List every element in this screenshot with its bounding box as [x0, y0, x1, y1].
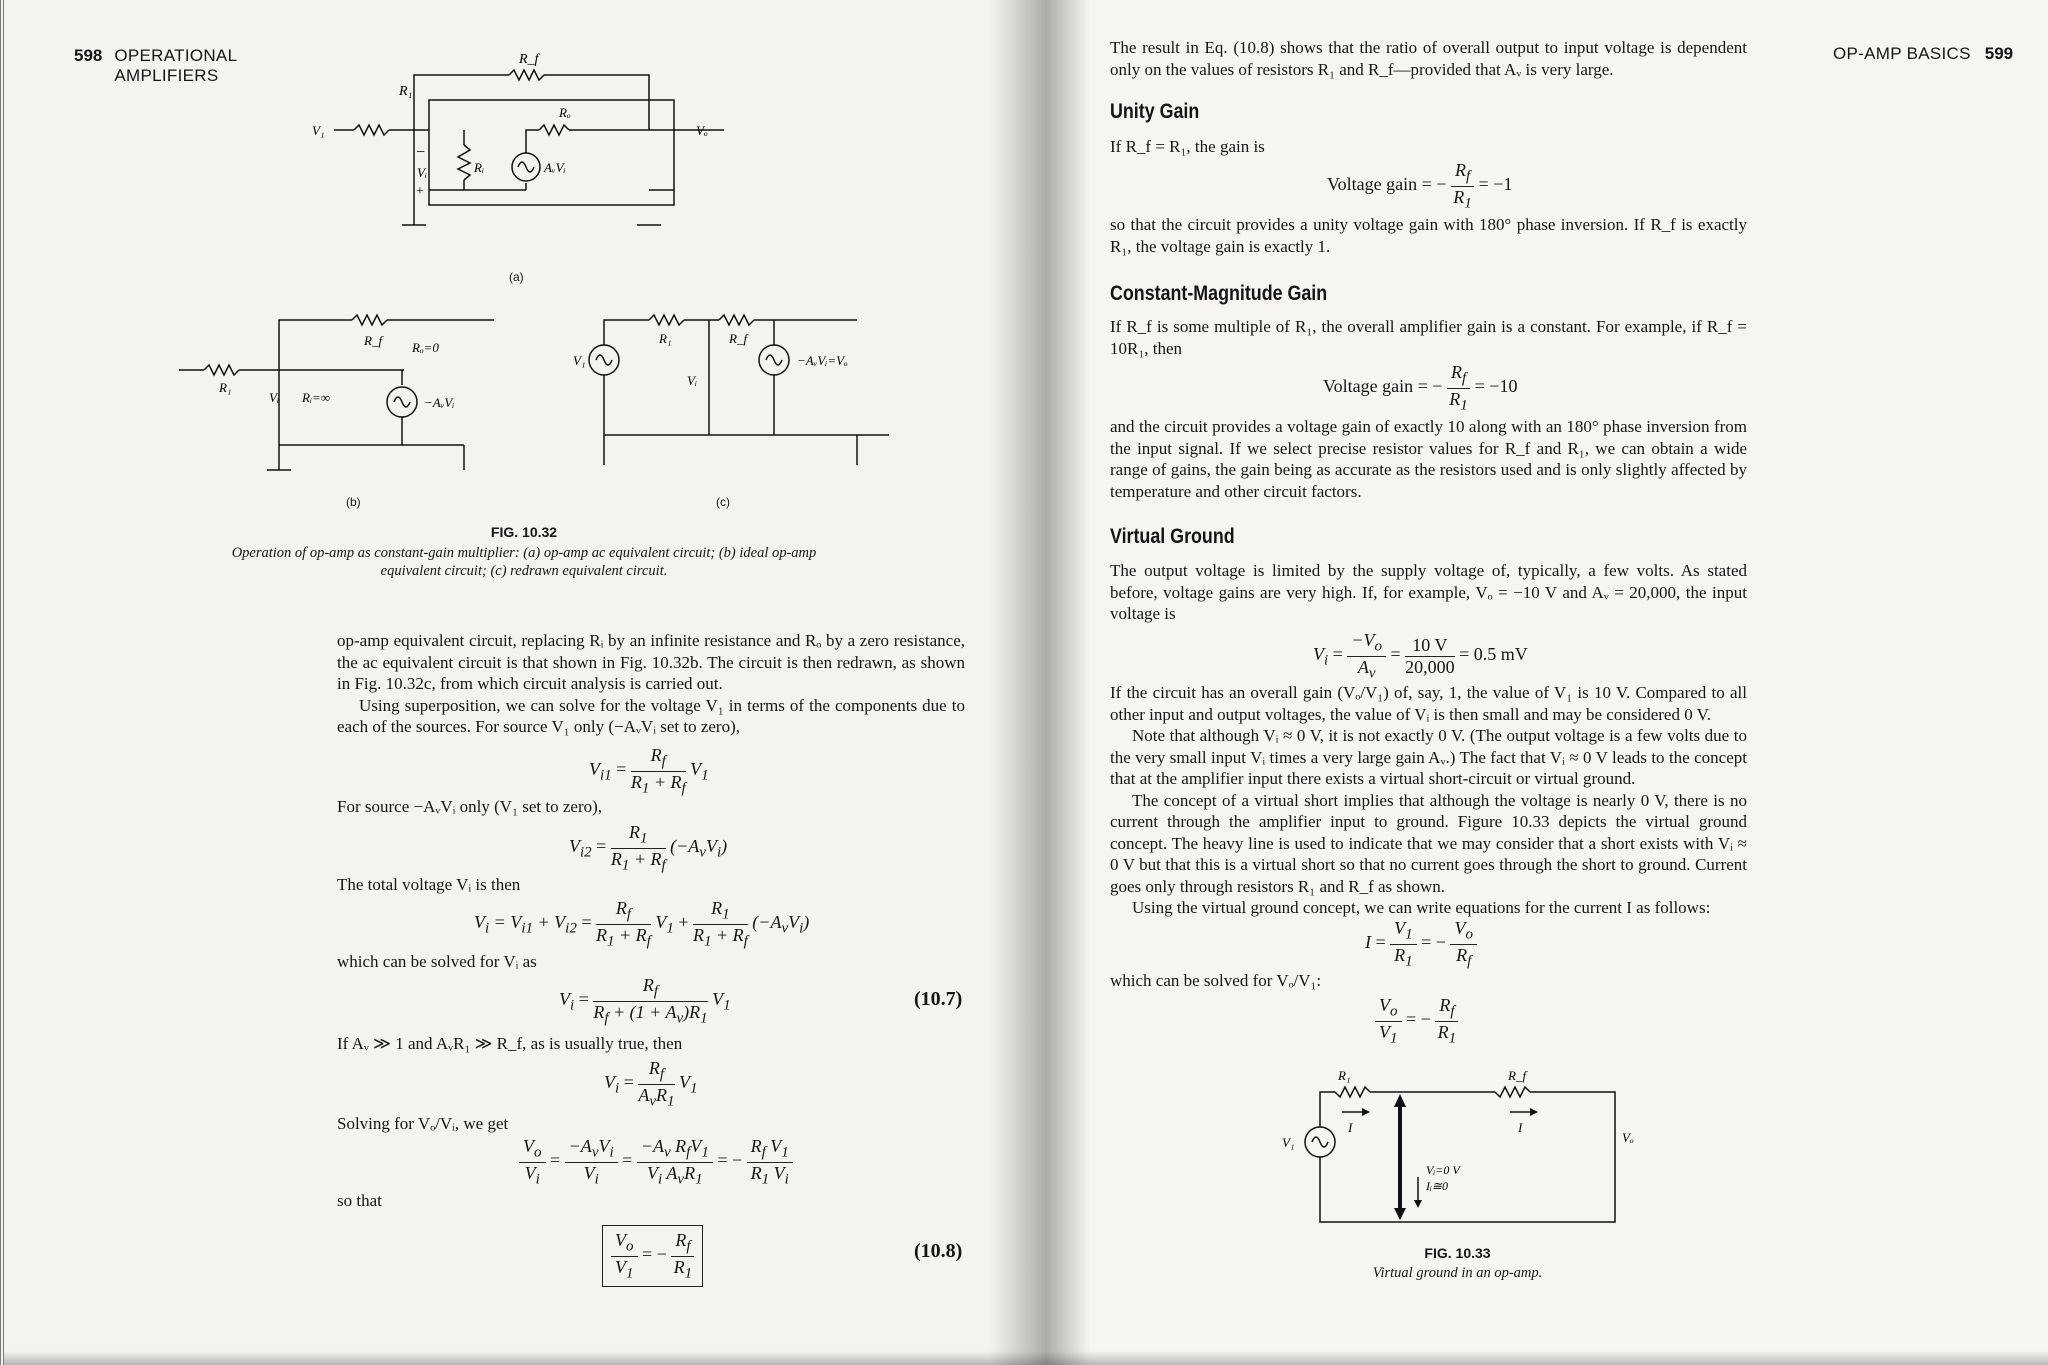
running-head: OPERATIONAL AMPLIFIERS	[114, 46, 237, 85]
paragraph-7: Solving for Vₒ/Vᵢ, we get	[337, 1114, 509, 1133]
running-header-right	[1833, 44, 2013, 64]
svg-text:−AᵥVᵢ: −AᵥVᵢ	[424, 395, 455, 410]
svg-text:Vₒ: Vₒ	[1622, 1130, 1634, 1145]
svg-text:R_f: R_f	[729, 331, 748, 346]
constant-gain-lead: If R_f is some multiple of R₁, the overall amplifier gain is a constant. For example, if R_f = 10R₁, then	[1110, 317, 1747, 358]
equation-number-10-7: (10.7)	[914, 988, 963, 1010]
equation-label: Voltage gain	[1323, 376, 1414, 397]
constant-gain-after: and the circuit provides a voltage gain of exactly 10 along with an 180° phase inversion from the input signal. If we select precise resistor values for R_f and R₁, we can obtain a wide range of gains, the gain being as accurate as the resistors used and is only slightly affected by temperature and other circuit factors.	[1110, 417, 1747, 501]
gutter-shadow	[990, 0, 1045, 1365]
unity-gain-after: so that the circuit provides a unity voltage gain with 180° phase inversion. If R_f is exactly R₁, the voltage gain is exactly 1.	[1110, 215, 1747, 256]
equation-label: Voltage gain	[1327, 174, 1418, 195]
svg-text:Rᵢ=∞: Rᵢ=∞	[302, 390, 331, 405]
svg-text:+: +	[416, 184, 424, 199]
equation-vi1: $V_{i1}$ = $\frac{R_f}{R_1 + R_f}$ $V_1$	[589, 745, 709, 797]
svg-text:Vᵢ=0 V: Vᵢ=0 V	[1426, 1163, 1460, 1177]
virtual-ground-p3: Note that although Vᵢ ≈ 0 V, it is not exactly 0 V. (The output voltage is a few volts due to the very small input Vᵢ times a very large gain Aᵥ.) The fact that Vᵢ ≈ 0 V leads to the concept that at the amplifier input there exists a virtual short-circuit or virtual ground.	[1110, 726, 1747, 788]
svg-text:Rₒ: Rₒ	[559, 105, 571, 120]
svg-text:Vᵢ: Vᵢ	[269, 390, 279, 405]
right-page	[1045, 0, 2048, 1365]
virtual-ground-p2: If the circuit has an overall gain (Vₒ/V₁) of, say, 1, the value of V₁ is 10 V. Compared to all other input and output voltages, the value of Vᵢ is then small and may be considered 0 V.	[1110, 683, 1747, 724]
paragraph-4: The total voltage Vᵢ is then	[337, 875, 521, 894]
figure-10-33-circuit	[1270, 1062, 1645, 1247]
unity-gain-lead: If R_f = R₁, the gain is	[1110, 137, 1265, 156]
svg-text:V₁: V₁	[312, 123, 325, 138]
svg-text:R_f: R_f	[1508, 1068, 1527, 1083]
equation-vi-approx: $V_i$ = $R_f$ $A_vR_1$ $V_1$	[604, 1058, 698, 1110]
figure-10-32c-circuit	[569, 305, 889, 490]
sub-label-a: (a)	[509, 270, 524, 284]
svg-text:I: I	[1518, 1120, 1523, 1135]
figure-10-33-caption: Virtual ground in an op-amp.	[1372, 1265, 1543, 1281]
running-header-left	[74, 46, 237, 86]
svg-text:Iᵢ≅0: Iᵢ≅0	[1426, 1179, 1448, 1193]
virtual-ground-p4: The concept of a virtual short implies that although the voltage is nearly 0 V, there is no current through the amplifier input to ground. Figure 10.33 depicts the virtual ground concept. The heavy line is used to indicate that we may consider that a short exists with Vᵢ ≈ 0 V but that this is a virtual short so that no current goes through the short to ground. Current goes only through resistors R₁ and R_f as shown.	[1110, 790, 1747, 896]
sub-label-c: (c)	[716, 495, 730, 509]
page-edge	[1045, 1351, 2048, 1365]
svg-text:−AᵥVᵢ=Vₒ: −AᵥVᵢ=Vₒ	[797, 353, 848, 368]
eq-result: = 0.5 mV	[1459, 644, 1528, 665]
virtual-ground-p5: Using the virtual ground concept, we can write equations for the current I as follows:	[1132, 898, 1711, 917]
equation-current-i: I = $\frac{V_1}{R_1}$ = − $\frac{V_o}{R_f}$	[1365, 918, 1477, 970]
paragraph-8: so that	[337, 1191, 382, 1210]
svg-text:V₁: V₁	[1282, 1135, 1295, 1150]
sub-label-b: (b)	[346, 495, 361, 509]
equation-10-7: $V_i$ = $\frac{R_f}{R_f + (1 + A_v)R_1}$ $V_1$	[559, 975, 731, 1027]
equation-unity-gain: Voltage gain = − $\frac{R_f}{R_1}$ = −1	[1327, 160, 1513, 212]
figure-10-32-caption: Operation of op-amp as constant-gain multiplier: (a) op-amp ac equivalent circuit; (b) ideal op-amp equivalent circuit; (c) redrawn equivalent circuit.	[231, 545, 817, 579]
figure-10-32a-circuit	[304, 45, 724, 245]
svg-text:R₁: R₁	[399, 84, 413, 99]
gutter-shadow	[1045, 0, 1090, 1365]
eq-numerator: 10 V	[1405, 635, 1455, 657]
figure-10-32-number: FIG. 10.32	[490, 524, 558, 540]
svg-text:R_f: R_f	[519, 52, 539, 67]
equation-vo-v1: $\frac{V_o}{V_1}$ = − $\frac{R_f}{R_1}$	[1375, 995, 1458, 1047]
equation-value: = −1	[1478, 174, 1513, 195]
eq-denominator: 20,000	[1405, 656, 1455, 677]
svg-text:R₁: R₁	[219, 380, 232, 395]
svg-text:V₁: V₁	[573, 353, 586, 368]
figure-10-32b-circuit	[174, 310, 494, 490]
paragraph-2: Using superposition, we can solve for the voltage V₁ in terms of the components due to each of the sources. For source V₁ only (−AᵥVᵢ set to zero),	[337, 695, 965, 736]
svg-text:R₁: R₁	[659, 331, 672, 346]
page-number: 598	[74, 46, 103, 65]
svg-text:Rᵢ: Rᵢ	[474, 160, 484, 175]
figure-10-33-number: FIG. 10.33	[1424, 1245, 1491, 1261]
equation-ratio-derivation: $\frac{V_o}{V_i}$ = $-A_vV_i$ $V_i$ = $-A_v$ $R_fV_1$ $V_i$ $A_vR_1$ = − $\frac{R_f V_1}{R_1 V_i}$	[519, 1136, 793, 1188]
svg-text:Vᵢ: Vᵢ	[417, 165, 427, 180]
page-edge	[4, 1351, 1045, 1365]
equation-constant-gain: Voltage gain = − $\frac{R_f}{R_1}$ = −10	[1323, 362, 1518, 414]
equation-total-vi: $V_i = V_{i1} + V_{i2}$ = $\frac{R_f}{R_1 + R_f}$ $V_1$ + $\frac{R_1}{R_1 + R_f}$ $(-A_vV_i)$	[474, 898, 810, 950]
heading-constant-magnitude-gain: Constant-Magnitude Gain	[1110, 282, 1328, 305]
equation-vi2: $V_{i2}$ = $\frac{R_1}{R_1 + R_f}$ $(-A_vV_i)$	[569, 822, 728, 874]
paragraph-6: If Aᵥ ≫ 1 and AᵥR₁ ≫ R_f, as is usually true, then	[337, 1034, 683, 1053]
paragraph-3: For source −AᵥVᵢ only (V₁ set to zero),	[337, 797, 603, 816]
virtual-ground-p6: which can be solved for Vₒ/V₁:	[1110, 971, 1322, 990]
paragraph-1: op-amp equivalent circuit, replacing Rᵢ by an infinite resistance and Rₒ by a zero resistance, the ac equivalent circuit is that shown in Fig. 10.32b. The circuit is then redrawn, as shown in Fig. 10.32c, from which circuit analysis is carried out.	[337, 631, 965, 693]
svg-text:−: −	[416, 144, 426, 161]
page-number: 599	[1984, 44, 2014, 63]
svg-text:Vₒ: Vₒ	[696, 123, 708, 138]
svg-text:R_f: R_f	[364, 333, 383, 348]
intro-paragraph: The result in Eq. (10.8) shows that the ratio of overall output to input voltage is dependent only on the values of resistors R₁ and R_f—provided that Aᵥ is very large.	[1110, 38, 1747, 79]
paragraph-5: which can be solved for Vᵢ as	[337, 952, 537, 971]
svg-text:I: I	[1348, 1120, 1353, 1135]
equation-vi-value: $V_i$ = $\frac{-V_o}{A_v}$ = $\frac{10 V}{20,000}$ = 0.5 mV	[1313, 630, 1528, 682]
equation-value: = −10	[1474, 376, 1518, 397]
body-paragraph	[337, 630, 965, 738]
heading-virtual-ground: Virtual Ground	[1110, 525, 1235, 548]
heading-unity-gain: Unity Gain	[1110, 100, 1200, 123]
running-head: OP-AMP BASICS	[1833, 44, 1971, 63]
equation-number-10-8: (10.8)	[914, 1240, 963, 1262]
svg-text:AᵥVᵢ: AᵥVᵢ	[544, 160, 566, 175]
svg-text:Rₒ=0: Rₒ=0	[412, 340, 439, 355]
equation-10-8-boxed: $\frac{V_o}{V_1}$ = − $\frac{R_f}{R_1}$	[602, 1225, 703, 1287]
virtual-ground-p1: The output voltage is limited by the supply voltage of, typically, a few volts. As stated before, voltage gains are very high. If, for example, Vₒ = −10 V and Aᵥ = 20,000, the input voltage is	[1110, 561, 1747, 623]
svg-text:Vᵢ: Vᵢ	[687, 373, 697, 388]
svg-text:R₁: R₁	[1338, 1068, 1351, 1083]
virtual-ground-body	[1110, 682, 1747, 919]
